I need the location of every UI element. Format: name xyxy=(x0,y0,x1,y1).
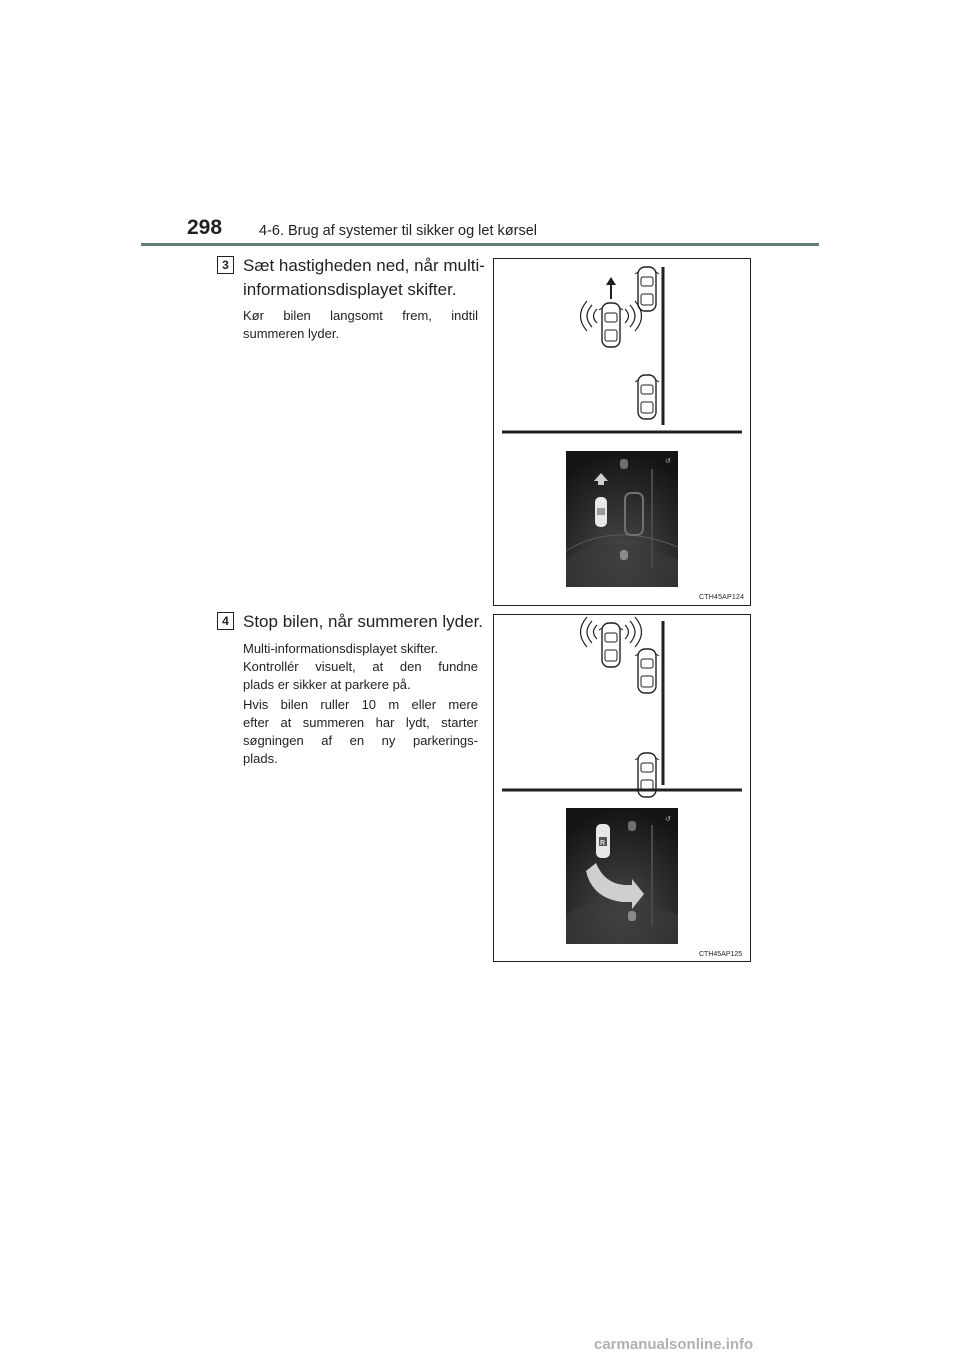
step-4-body2-line-2: efter at summeren har lydt, starter xyxy=(243,715,478,730)
svg-text:↺: ↺ xyxy=(665,815,671,823)
header-rule xyxy=(141,243,819,246)
step-4-body2-line-4: plads. xyxy=(243,751,278,766)
parking-figure-1 xyxy=(493,258,751,606)
step-3-heading-line-1: Sæt hastigheden ned, når multi- xyxy=(243,256,485,275)
section-title: 4-6. Brug af systemer til sikker og let kørsel xyxy=(259,223,537,239)
figure-code-2: CTH45AP125 xyxy=(699,951,743,958)
page-number: 298 xyxy=(187,216,223,239)
step-4-body2-line-3: søgningen af en ny parkerings- xyxy=(243,733,478,748)
svg-text:R: R xyxy=(600,840,606,847)
parked-car-icon xyxy=(635,375,659,419)
step-4-body-line-2: Kontrollér visuelt, at den fundne xyxy=(243,659,478,674)
parked-car-icon xyxy=(635,267,659,311)
step-3-heading-line-2: informationsdisplayet skifter. xyxy=(243,280,457,299)
own-car-icon xyxy=(599,303,623,347)
step-3-heading xyxy=(243,254,485,302)
step-3-marker: 3 xyxy=(217,256,234,274)
multi-info-display-1 xyxy=(566,451,678,587)
watermark-link[interactable]: carmanualsonline.info xyxy=(594,1336,754,1353)
multi-info-display-2 xyxy=(566,808,678,944)
step-4-body-2 xyxy=(243,696,478,768)
step-3-body xyxy=(243,307,478,343)
step-4-body-line-3: plads er sikker at parkere på. xyxy=(243,677,411,692)
step-4-body xyxy=(243,640,478,694)
step-4-body2-line-1: Hvis bilen ruller 10 m eller mere xyxy=(243,697,478,712)
forward-arrow-icon xyxy=(606,277,616,299)
parked-car-icon xyxy=(635,649,659,693)
parking-figure-2 xyxy=(493,614,751,962)
figure-code-1: CTH45AP124 xyxy=(699,594,745,601)
step-3-body-line-1: Kør bilen langsomt frem, indtil xyxy=(243,308,478,323)
parking-illustration-1 xyxy=(494,259,750,605)
step-4-marker: 4 xyxy=(217,612,234,630)
own-car-icon xyxy=(599,623,623,667)
svg-text:↺: ↺ xyxy=(665,457,671,465)
step-4-heading: Stop bilen, når summeren lyder. xyxy=(243,612,484,631)
step-4-body-line-1: Multi-informationsdisplayet skifter. xyxy=(243,641,439,656)
parking-illustration-2 xyxy=(494,615,750,961)
step-3-body-line-2: summeren lyder. xyxy=(243,326,340,341)
